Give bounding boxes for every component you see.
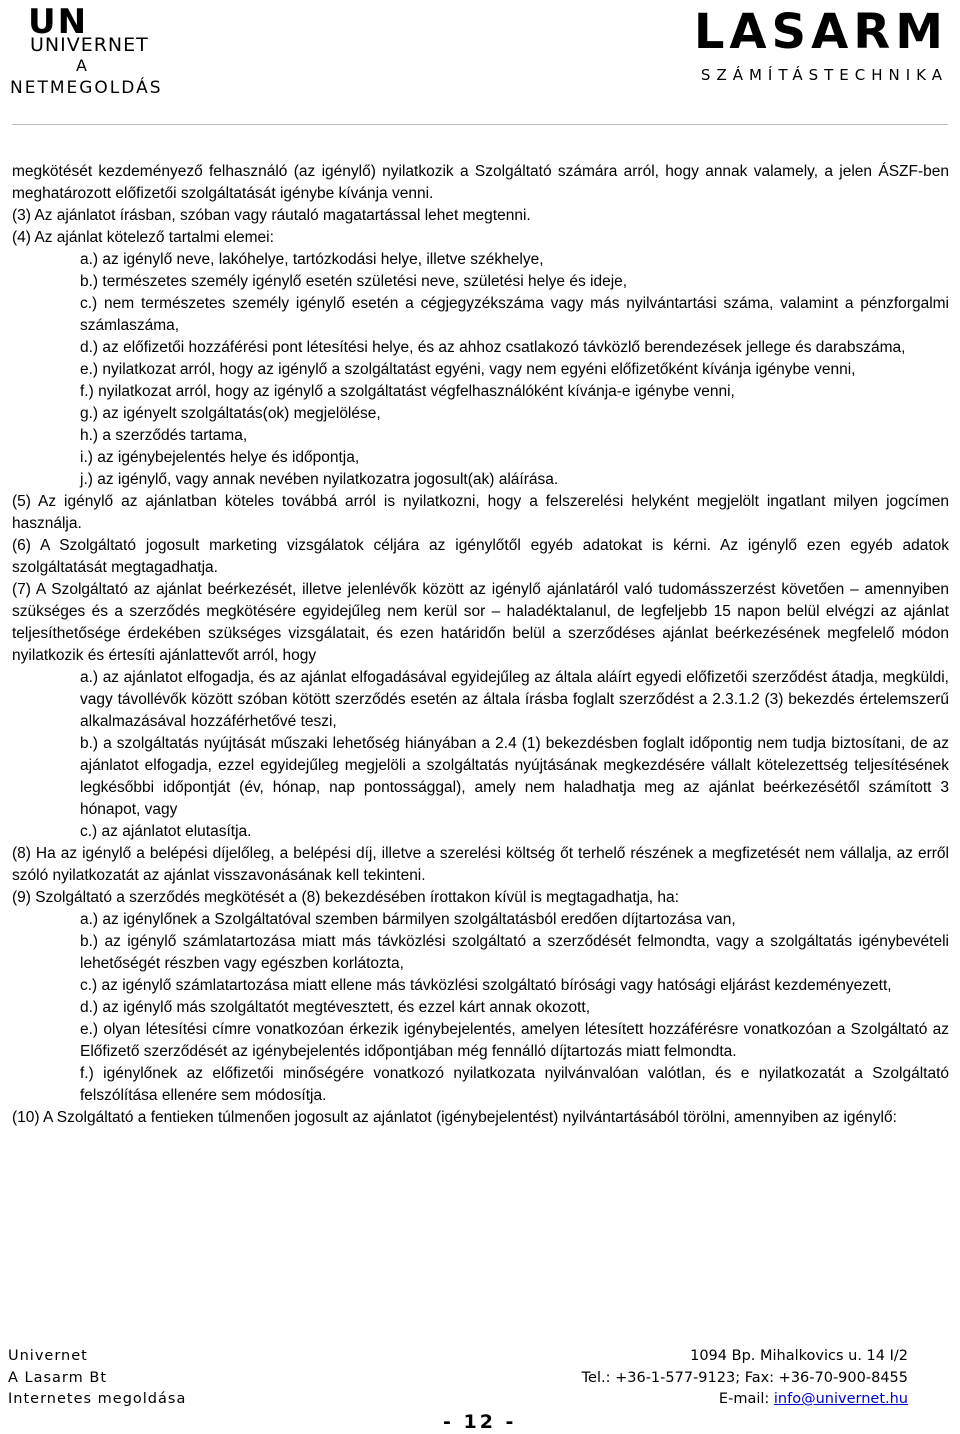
header-divider <box>12 124 948 125</box>
logo-lasarm-text: LASARM <box>693 4 948 60</box>
list-item: a.) az ajánlatot elfogadja, és az ajánlat elfogadásával egyidejűleg az általa aláírt egyedi előfizetői szerződést átadja, megküldi, vagy távollévők között szóban kötött szerződés esetén az általa írásba foglalt szerződést a 2.3.1.2 (3) bekezdés értelemszerű alkalmazásával hozzáférhetővé teszi, <box>80 669 949 730</box>
paragraph: (7) A Szolgáltató az ajánlat beérkezését, illetve jelenlévők között az igénylő ajánlatáról való tudomásszerzést követően – amennyiben szükséges és a szerződés megkötésére egyidejűleg nem kerül sor – haladéktalanul, de legfeljebb 15 napon belül elvégzi az ajánlat teljesíthetősége érdekében szükséges vizsgálatait, és ezen határidőn belül a szerződéses ajánlat beérkezésének megfelelő módon nyilatkozik és értesíti ajánlattevőt arról, hogy <box>12 581 949 664</box>
list-item: b.) a szolgáltatás nyújtását műszaki lehetőség hiányában a 2.4 (1) bekezdésben foglalt időpontig nem tudja biztosítani, de az ajánlatot elfogadja, ezzel egyidejűleg megjelöli a szolgáltatás nyújtásának megkezdésére vállalt kötelezettség teljesítésének legkésőbbi időpontját (év, hónap, nap pontossággal), amely nem haladhatja meg az ajánlat beérkezésétől számított 3 hónapot, vagy <box>80 735 949 818</box>
list-item: g.) az igényelt szolgáltatás(ok) megjelölése, <box>80 405 381 422</box>
list-item: e.) olyan létesítési címre vonatkozóan érkezik igénybejelentés, amelyen létesített hozzáférésre vonatkozóan a Szolgáltató az Előfizető szerződését az igénybejelentés időpontjában még fennálló díjtartozás miatt felmondta. <box>80 1021 949 1060</box>
list-item: d.) az igénylő más szolgáltatót megtévesztett, és ezzel kárt annak okozott, <box>80 999 591 1016</box>
footer-company-info <box>8 1346 186 1411</box>
list-item: i.) az igénybejelentés helye és időpontja, <box>80 449 360 466</box>
paragraph: (6) A Szolgáltató jogosult marketing vizsgálatok céljára az igénylőtől egyéb adatokat is kérni. Az igénylő ezen egyéb adatok szolgáltatását megtagadhatja. <box>12 537 949 576</box>
footer-email-label: E-mail: <box>718 1391 774 1407</box>
page-number: - 12 - <box>443 1411 517 1433</box>
list-item: j.) az igénylő, vagy annak nevében nyilatkozatra jogosult(ak) aláírása. <box>80 471 559 488</box>
paragraph: (3) Az ajánlatot írásban, szóban vagy ráutaló magatartással lehet megtenni. <box>12 207 531 224</box>
logo-symbol: A <box>76 56 87 75</box>
list-item: c.) az igénylő számlatartozása miatt ellene más távközlési szolgáltató bírósági vagy hatósági eljárást kezdeményezett, <box>80 977 892 994</box>
footer-email-line <box>582 1389 908 1411</box>
page-header <box>0 0 960 140</box>
paragraph: (9) Szolgáltató a szerződés megkötését a (8) bekezdésében írottakon kívül is megtagadhatja, ha: <box>12 889 679 906</box>
list-item: b.) az igénylő számlatartozása miatt más távközlési szolgáltató a szerződését felmondta, vagy a szolgáltatás igénybevételi lehetőségét részben vagy egészben korlátozta, <box>80 933 949 972</box>
logo-univernet-text: UNIVERNET <box>30 34 149 56</box>
logo-un-text: UN <box>28 2 89 42</box>
list-item: f.) igénylőnek az előfizetői minőségére vonatkozó nyilatkozata nyilvánvalóan valótlan, és e nyilatkozatát a Szolgáltató felszólítása ellenére sem módosítja. <box>80 1065 949 1104</box>
footer-contact-info <box>582 1346 908 1411</box>
logo-netmegoldas-text: NETMEGOLDÁS <box>10 78 163 98</box>
paragraph: (4) Az ajánlat kötelező tartalmi elemei: <box>12 229 274 246</box>
footer-email-link[interactable]: info@univernet.hu <box>773 1391 908 1407</box>
page-footer <box>0 1346 960 1434</box>
univernet-logo <box>10 2 170 127</box>
list-item: e.) nyilatkozat arról, hogy az igénylő a szolgáltatást egyéni, vagy nem egyéni előfizetőként kívánja igénybe venni, <box>80 361 856 378</box>
list-item: f.) nyilatkozat arról, hogy az igénylő a szolgáltatást végfelhasználóként kívánja-e igénybe venni, <box>80 383 735 400</box>
footer-company-owner: A Lasarm Bt <box>8 1369 108 1386</box>
paragraph: (8) Ha az igénylő a belépési díjelőleg, a belépési díj, illetve a szerelési költség őt terhelő részének a megfizetését nem vállalja, az erről szóló nyilatkozatát az ajánlat visszavonásának kell tekinteni. <box>12 845 949 884</box>
footer-phone-fax: Tel.: +36-1-577-9123; Fax: +36-70-900-8455 <box>581 1369 908 1386</box>
footer-company-tagline: Internetes megoldása <box>8 1391 187 1407</box>
list-item: a.) az igénylőnek a Szolgáltatóval szemben bármilyen szolgáltatásból eredően díjtartozása van, <box>80 911 736 928</box>
footer-company-name: Univernet <box>8 1348 88 1364</box>
lasarm-logo <box>658 4 948 114</box>
list-item: d.) az előfizetői hozzáférési pont létesítési helye, és az ahhoz csatlakozó távközlő berendezések jellege és darabszáma, <box>80 339 906 356</box>
paragraph: megkötését kezdeményező felhasználó (az igénylő) nyilatkozik a Szolgáltató számára arról, hogy annak valamely, a jelen ÁSZF-ben meghatározott előfizetői szolgáltatását igénybe kívánja venni. <box>12 163 949 202</box>
paragraph: (10) A Szolgáltató a fentieken túlmenően jogosult az ajánlatot (igénybejelentést) nyilvántartásából törölni, amennyiben az igénylő: <box>12 1109 897 1126</box>
list-item: b.) természetes személy igénylő esetén születési neve, születési helye és ideje, <box>80 273 628 290</box>
document-body <box>12 161 949 1129</box>
paragraph: (5) Az igénylő az ajánlatban köteles továbbá arról is nyilatkozni, hogy a felszerelési helyként megjelölt ingatlant milyen jogcímen használja. <box>12 493 949 532</box>
list-item: h.) a szerződés tartama, <box>80 427 248 444</box>
list-item: c.) az ajánlatot elutasítja. <box>80 823 252 840</box>
list-item: c.) nem természetes személy igénylő esetén a cégjegyzékszáma vagy más nyilvántartási száma, valamint a pénzforgalmi számlaszáma, <box>80 295 949 334</box>
list-item: a.) az igénylő neve, lakóhelye, tartózkodási helye, illetve székhelye, <box>80 251 544 268</box>
footer-address: 1094 Bp. Mihalkovics u. 14 I/2 <box>690 1348 908 1364</box>
logo-szamitastechnika-text: SZÁMÍTÁSTECHNIKA <box>700 66 948 84</box>
